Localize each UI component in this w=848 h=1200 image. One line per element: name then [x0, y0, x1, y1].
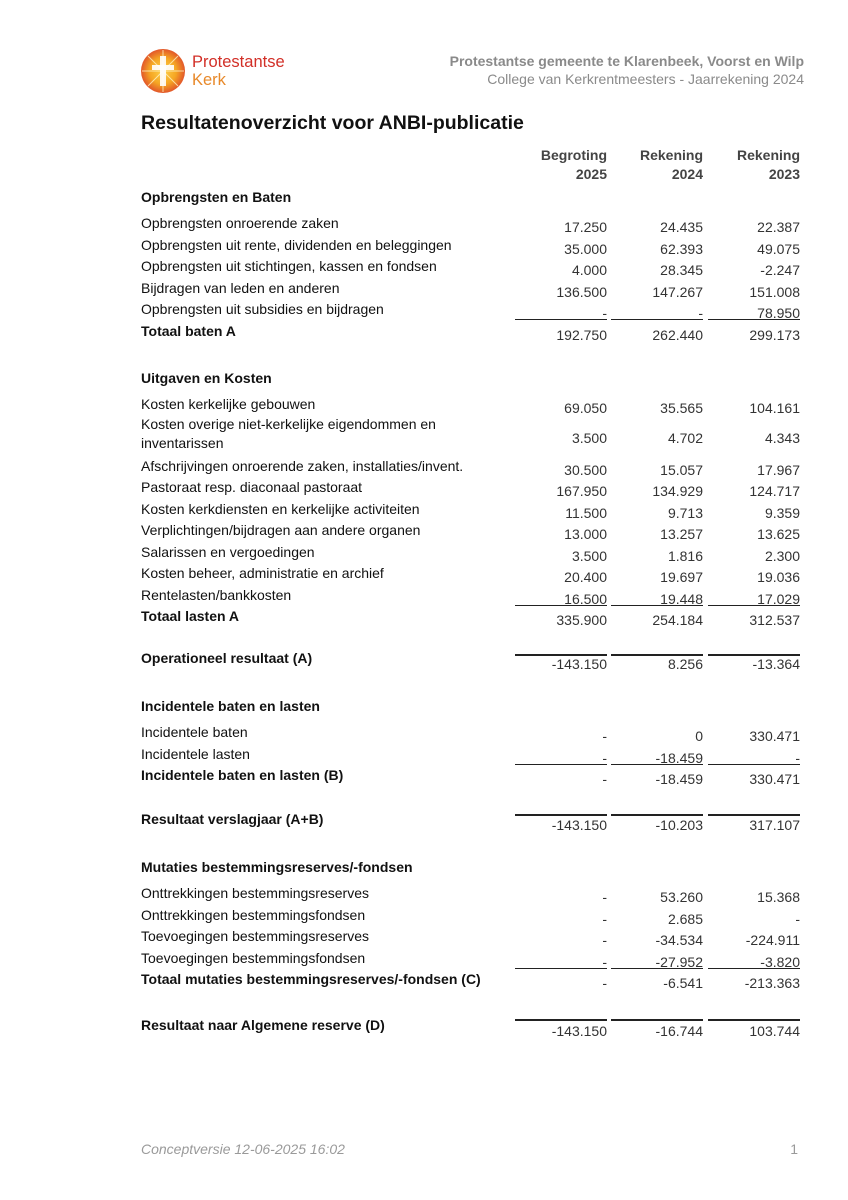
row-value: -	[602, 749, 607, 766]
row-label: Salarissen en vergoedingen	[141, 543, 315, 560]
row-value: 104.161	[749, 400, 800, 416]
row-value: -3.820	[760, 953, 800, 970]
document-header	[450, 52, 804, 88]
row-value: 299.173	[749, 326, 800, 343]
section-heading-label: Uitgaven en Kosten	[141, 370, 272, 386]
row-value: 15.057	[660, 461, 703, 478]
row-value: 19.036	[757, 569, 800, 585]
row-value: 147.267	[652, 283, 703, 300]
row-value: 312.537	[749, 612, 800, 628]
row-value: 11.500	[565, 504, 607, 521]
row-value: 19.697	[660, 569, 703, 585]
row-label: Kosten kerkelijke gebouwen	[141, 396, 316, 412]
row-value: -	[698, 305, 703, 321]
total-row	[141, 320, 805, 342]
row-value: -	[602, 889, 607, 905]
page-title: Resultatenoverzicht voor ANBI-publicatie	[141, 112, 524, 134]
row-label: Resultaat verslagjaar (A+B)	[141, 810, 324, 827]
row-value: 16.500	[564, 590, 607, 607]
row-label: Onttrekkingen bestemmingsfondsen	[141, 906, 366, 923]
row-value: 17.250	[564, 219, 607, 235]
row-label: Onttrekkingen bestemmingsreserves	[141, 885, 369, 901]
row-label: Opbrengsten uit rente, dividenden en beleggingen	[141, 236, 452, 253]
column-header-line1: Rekening	[736, 147, 800, 163]
row-value: 167.950	[556, 483, 607, 499]
section-heading-label: Incidentele baten en lasten	[141, 698, 320, 714]
row-value: -	[602, 953, 607, 970]
row-value: 330.471	[749, 728, 800, 744]
table-row	[141, 415, 805, 455]
row-value: -2.247	[760, 262, 800, 278]
row-value: 1.816	[667, 547, 703, 564]
row-label: Afschrijvingen onroerende zaken, installaties/invent.	[141, 457, 464, 474]
church-logo	[140, 48, 285, 94]
result-row	[141, 647, 805, 672]
row-value: 17.967	[757, 461, 800, 478]
row-label: Kosten overige niet-kerkelijke eigendommen en inventarissen	[141, 415, 436, 451]
table-row	[141, 393, 805, 415]
row-value: -18.459	[655, 771, 703, 787]
row-value: -10.203	[655, 816, 703, 833]
organization-name: Protestantse gemeente te Klarenbeek, Voorst en Wilp	[449, 53, 804, 69]
row-label: Opbrengsten uit stichtingen, kassen en fondsen	[141, 258, 437, 274]
row-label: Totaal mutaties bestemmingsreserves/-fondsen (C)	[141, 971, 481, 987]
row-value: 2.300	[764, 547, 800, 564]
row-value: 35.000	[564, 240, 607, 257]
page-number: 1	[790, 1141, 798, 1157]
row-value: 17.029	[757, 590, 800, 607]
column-header	[515, 146, 607, 184]
row-value: 335.900	[556, 612, 607, 628]
row-label: Bijdragen van leden en anderen	[141, 279, 340, 296]
row-value: -	[602, 932, 607, 948]
column-header	[708, 146, 800, 184]
row-value: 124.717	[749, 483, 800, 499]
table-row	[141, 904, 805, 926]
row-value: 9.713	[667, 504, 703, 521]
table-row	[141, 519, 805, 541]
row-value: 9.359	[764, 504, 800, 521]
row-value: -16.744	[655, 1022, 703, 1039]
row-value: 69.050	[564, 400, 607, 416]
row-value: 3.500	[571, 547, 607, 564]
table-row	[141, 455, 805, 477]
section-heading	[141, 695, 805, 719]
row-value: -34.534	[655, 932, 703, 948]
logo-line2: Kerk	[192, 71, 226, 89]
section-heading-label: Mutaties bestemmingsreserves/-fondsen	[141, 859, 413, 875]
column-headers	[141, 146, 805, 186]
row-value: 4.000	[571, 262, 607, 278]
column-header-line1: Begroting	[540, 147, 607, 163]
result-row	[141, 808, 805, 833]
row-value: 3.500	[571, 429, 607, 446]
table-row	[141, 925, 805, 947]
table-row	[141, 277, 805, 299]
row-label: Pastoraat resp. diaconaal pastoraat	[141, 479, 363, 495]
footer-version: Conceptversie 12-06-2025 16:02	[141, 1141, 345, 1157]
row-value: 78.950	[757, 305, 800, 321]
row-label: Rentelasten/bankkosten	[141, 586, 292, 603]
row-value: 330.471	[749, 771, 800, 787]
table-row	[141, 562, 805, 584]
row-label: Totaal baten A	[141, 322, 236, 339]
row-label: Toevoegingen bestemmingsreserves	[141, 928, 370, 944]
row-value: 4.702	[667, 429, 703, 446]
row-value: 20.400	[564, 569, 607, 585]
row-value: -224.911	[745, 932, 800, 948]
total-row	[141, 764, 805, 786]
row-value: 62.393	[660, 240, 703, 257]
row-value: 254.184	[652, 612, 703, 628]
table-row	[141, 234, 805, 256]
section-heading	[141, 186, 805, 210]
row-label: Kosten kerkdiensten en kerkelijke activiteiten	[141, 500, 420, 517]
row-value: 4.343	[764, 429, 800, 446]
row-value: -27.952	[655, 953, 703, 970]
table-row	[141, 255, 805, 277]
row-value: 13.257	[660, 526, 703, 542]
logo-wordmark	[192, 53, 285, 89]
row-value: -	[602, 728, 607, 744]
row-value: -143.150	[551, 816, 607, 833]
row-value: 8.256	[667, 655, 703, 672]
row-value: -143.150	[551, 655, 607, 672]
row-label: Opbrengsten uit subsidies en bijdragen	[141, 301, 384, 317]
row-label: Resultaat naar Algemene reserve (D)	[141, 1016, 385, 1033]
row-value: 30.500	[564, 461, 607, 478]
row-value: 13.000	[564, 526, 607, 542]
row-value: 35.565	[660, 400, 703, 416]
row-value: -143.150	[551, 1022, 607, 1039]
row-value: -13.364	[752, 655, 800, 672]
row-value: 0	[695, 728, 703, 744]
column-header-line2: 2024	[671, 166, 703, 182]
section-heading	[141, 856, 805, 880]
row-value: 317.107	[749, 816, 800, 833]
section-heading-label: Opbrengsten en Baten	[141, 189, 292, 205]
row-value: -	[602, 910, 607, 927]
result-row	[141, 1014, 805, 1039]
row-value: -	[602, 305, 607, 321]
row-label: Opbrengsten onroerende zaken	[141, 215, 339, 231]
sun-cross-icon	[140, 48, 186, 94]
row-value: 24.435	[660, 219, 703, 235]
row-value: 13.625	[757, 526, 800, 542]
row-value: -	[795, 749, 800, 766]
row-value: 2.685	[667, 910, 703, 927]
table-row	[141, 476, 805, 498]
table-row	[141, 721, 805, 743]
row-value: 49.075	[757, 240, 800, 257]
table-row	[141, 882, 805, 904]
row-label: Verplichtingen/bijdragen aan andere organen	[141, 522, 421, 538]
column-header	[611, 146, 703, 184]
row-label: Incidentele baten	[141, 724, 248, 740]
row-value: 15.368	[757, 889, 800, 905]
table-row	[141, 584, 805, 606]
row-value: 53.260	[660, 889, 703, 905]
table-row	[141, 541, 805, 563]
row-label: Totaal lasten A	[141, 608, 240, 624]
row-value: 22.387	[757, 219, 800, 235]
total-row	[141, 968, 805, 990]
row-label: Incidentele baten en lasten (B)	[141, 767, 344, 783]
table-row	[141, 743, 805, 765]
section-heading	[141, 367, 805, 391]
logo-line1: Protestantse	[192, 53, 285, 71]
row-label: Toevoegingen bestemmingsfondsen	[141, 949, 366, 966]
row-value: -	[795, 910, 800, 927]
row-label: Incidentele lasten	[141, 745, 250, 762]
row-value: 192.750	[556, 326, 607, 343]
row-value: 136.500	[556, 283, 607, 300]
row-value: 28.345	[660, 262, 703, 278]
row-value: -	[602, 771, 607, 787]
row-value: -213.363	[744, 975, 800, 991]
row-value: -	[602, 975, 607, 991]
column-header-line2: 2023	[768, 166, 800, 182]
row-label: Kosten beheer, administratie en archief	[141, 565, 384, 581]
row-value: 134.929	[652, 483, 703, 499]
row-value: 262.440	[652, 326, 703, 343]
row-value: -18.459	[655, 749, 703, 766]
row-value: 19.448	[660, 590, 703, 607]
document-subtitle: College van Kerkrentmeesters - Jaarrekening 2024	[487, 71, 804, 87]
table-row	[141, 212, 805, 234]
row-value: -6.541	[663, 975, 703, 991]
row-label: Operationeel resultaat (A)	[141, 649, 313, 666]
table-row	[141, 498, 805, 520]
row-value: 103.744	[749, 1022, 800, 1039]
column-header-line2: 2025	[575, 166, 607, 182]
total-row	[141, 605, 805, 627]
column-header-line1: Rekening	[639, 147, 703, 163]
row-value: 151.008	[749, 283, 800, 300]
table-row	[141, 947, 805, 969]
table-row	[141, 298, 805, 320]
